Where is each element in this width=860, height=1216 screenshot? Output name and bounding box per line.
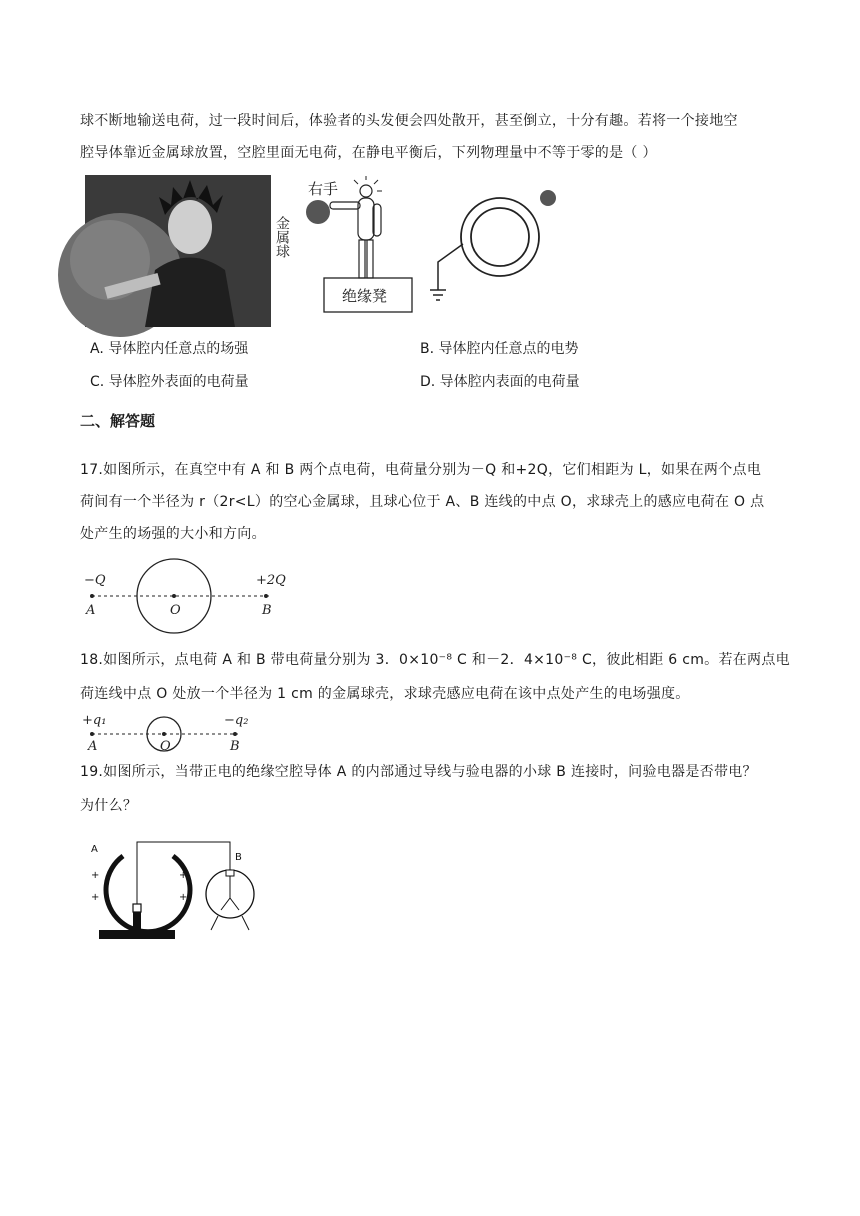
q18-label-q2: −q₂ [224,713,249,728]
q18-label-b: B [230,739,240,754]
q17-text-line2: 荷间有一个半径为 r（2r<L）的空心金属球，且球心位于 A、B 连线的中点 O，求球壳上的感应电荷在 O 点 [80,494,765,510]
q19-plus-2: + [91,892,100,903]
section-title: 二、解答题 [80,412,156,430]
q16-text-line2: 腔导体靠近金属球放置，空腔里面无电荷，在静电平衡后，下列物理量中不等于零的是（ ） [80,145,657,161]
q19-label-b: B [235,852,242,863]
q17-label-a: A [86,603,96,618]
q17-text-line3: 处产生的场强的大小和方向。 [80,526,266,542]
q16-option-d[interactable]: D. 导体腔内表面的电荷量 [420,374,580,390]
q19-plus-3: + [179,870,188,881]
q17-label-plus-2q: +2Q [256,573,286,588]
label-metal-ball: 金属球 [274,216,290,258]
metal-ball [306,200,330,224]
q18-label-a: A [88,739,98,754]
q19-plus-4: + [179,892,188,903]
q19-diagram [85,838,275,944]
q18-label-q1: +q₁ [82,713,107,728]
q19-text-line1: 19.如图所示，当带正电的绝缘空腔导体 A 的内部通过导线与验电器的小球 B 连接时，问验电器是否带电？ [80,764,757,780]
q16-option-a[interactable]: A. 导体腔内任意点的场强 [90,341,249,357]
q18-text-line2: 荷连线中点 O 处放一个半径为 1 cm 的金属球壳，求球壳感应电荷在该中点处产生的电场强度。 [80,686,690,702]
q16-photo [85,175,271,327]
q17-label-minus-q: −Q [84,573,106,588]
q16-stool-diagram [276,176,426,326]
q17-text-line1: 17.如图所示，在真空中有 A 和 B 两个点电荷，电荷量分别为－Q 和+2Q，它们相距为 L，如果在两个点电 [80,462,762,478]
q16-text-line1: 球不断地输送电荷，过一段时间后，体验者的头发便会四处散开，甚至倒立，十分有趣。若将一个接地空 [80,113,738,129]
q18-diagram [80,710,250,752]
q16-option-b[interactable]: B. 导体腔内任意点的电势 [420,341,579,357]
q17-label-o: O [170,603,181,618]
q18-text-line1: 18.如图所示，点电荷 A 和 B 带电荷量分别为 3．0×10⁻⁸ C 和－2．4×10⁻⁸ C，彼此相距 6 cm。若在两点电 [80,652,790,668]
label-stool: 绝缘凳 [342,287,388,305]
q18-label-o: O [160,739,171,754]
q17-label-b: B [262,603,272,618]
q16-option-c[interactable]: C. 导体腔外表面的电荷量 [90,374,249,390]
label-right-hand: 右手 [308,180,339,198]
q19-text-line2: 为什么？ [80,798,138,814]
q19-plus-1: + [91,870,100,881]
q17-diagram [80,558,290,636]
q16-hollow-conductor-diagram [430,182,570,312]
q19-label-a: A [91,844,98,855]
